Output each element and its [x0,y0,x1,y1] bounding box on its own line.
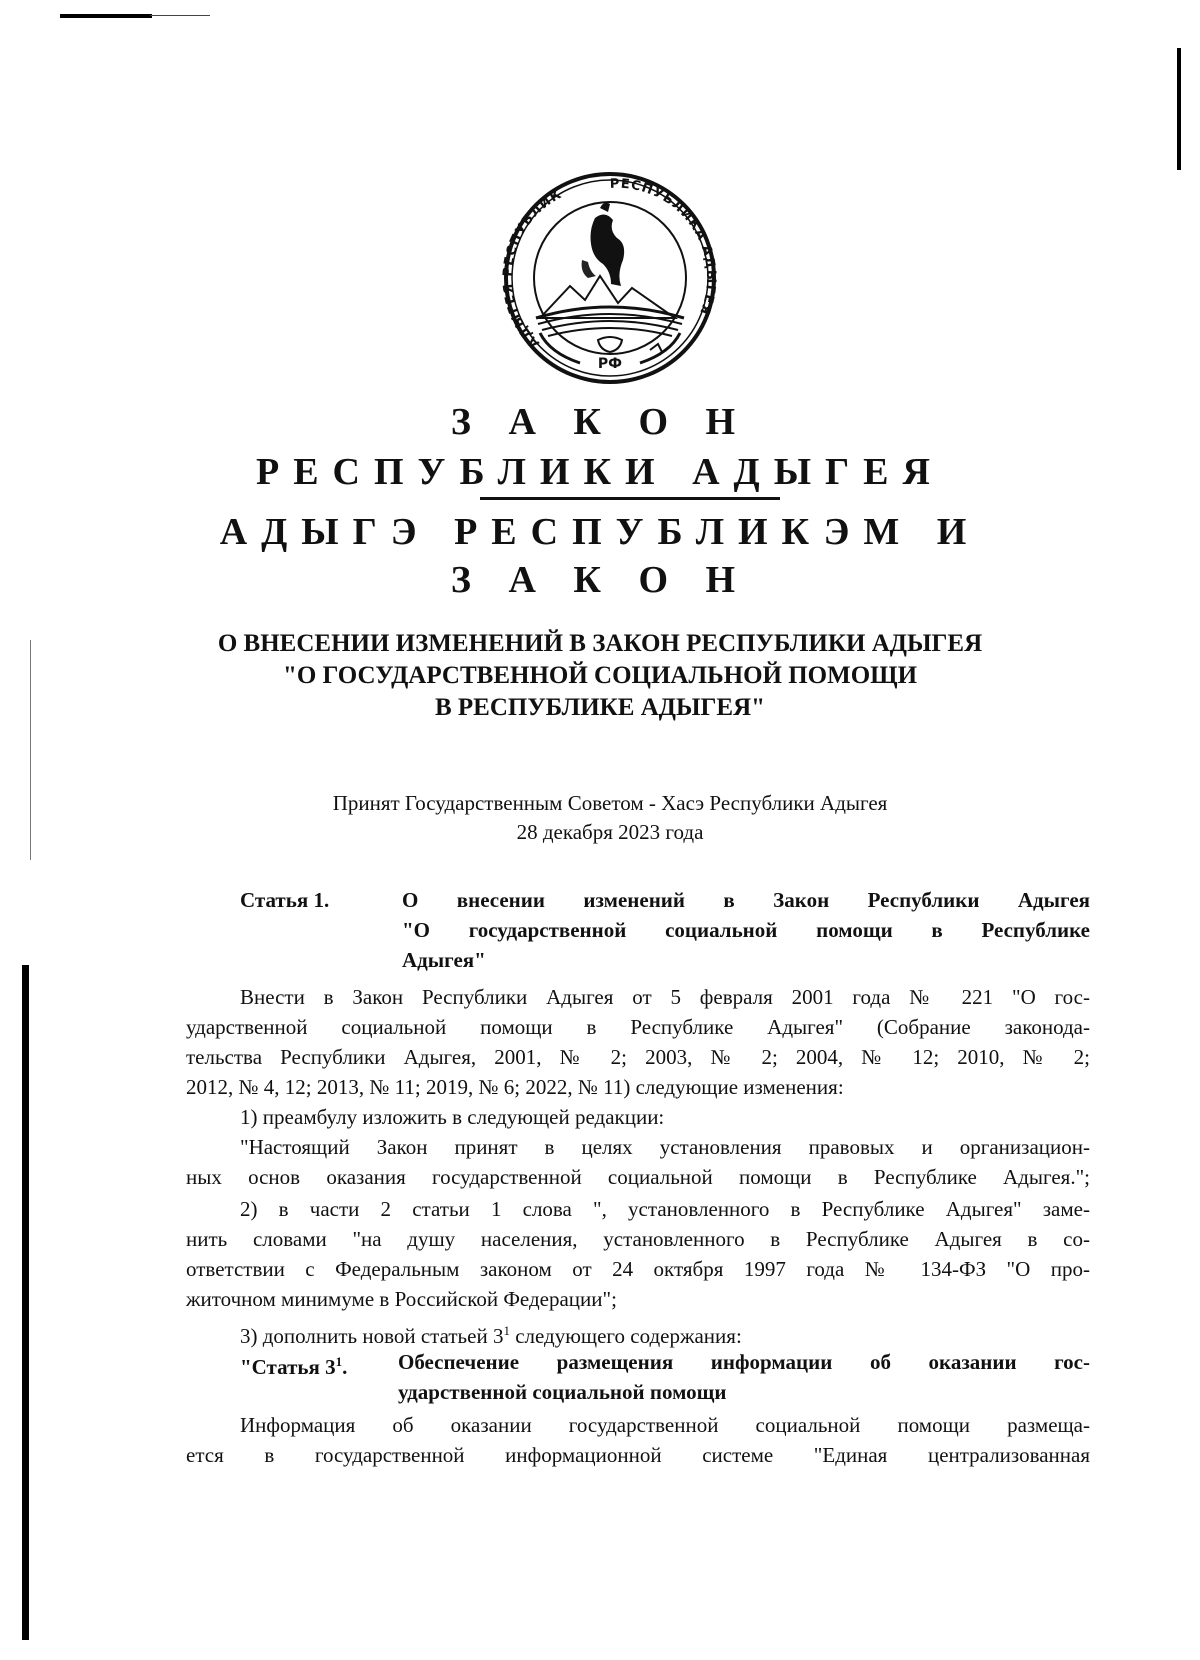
body-p5-superscript: 1 [503,1323,510,1338]
article-1-heading-line-2: "О государственной социальной помощи в Республике [402,918,1090,942]
article-1-heading-line-1: О внесении изменений в Закон Республики Адыгея [402,888,1090,912]
scan-mark-right [1177,48,1181,170]
article-3-1-label-text: "Статья 3 [240,1355,336,1379]
adopted-by: Принят Государственным Советом - Хасэ Республики Адыгея [332,791,888,815]
body-p1-line-4: 2012, № 4, 12; 2013, № 11; 2019, № 6; 2022, № 11) следующие изменения: [186,1075,844,1099]
law-subject-line-2: "О ГОСУДАРСТВЕННОЙ СОЦИАЛЬНОЙ ПОМОЩИ [282,662,918,689]
body-p1-line-1: Внести в Закон Республики Адыгея от 5 февраля 2001 года № 221 "О гос- [240,985,1090,1009]
body-p2: 1) преамбулу изложить в следующей редакции: [240,1105,665,1129]
coat-of-arms-emblem [500,168,720,388]
article-3-1-label [240,1347,347,1382]
body-p4-line-4: житочном минимуме в Российской Федерации"; [186,1287,617,1311]
body-p4-line-3: ответствии с Федеральным законом от 24 октября 1997 года № 134-ФЗ "О про- [186,1257,1090,1281]
article-3-1-text-line-1: Информация об оказании государственной социальной помощи размеща- [240,1413,1090,1437]
scan-mark-left [22,965,29,1640]
law-title-word-1: З А К О Н [450,401,750,443]
article-3-1-heading-line-2: ударственной социальной помощи [398,1380,727,1404]
law-title-republic-ru: РЕСПУБЛИКИ АДЫГЕЯ [256,451,944,493]
body-p1-line-3: тельства Республики Адыгея, 2001, № 2; 2003, № 2; 2004, № 12; 2010, № 2; [186,1045,1090,1069]
adopted-date: 28 декабря 2023 года [516,820,704,844]
body-p5 [240,1316,1090,1351]
law-title-republic-ady: АДЫГЭ РЕСПУБЛИКЭМ И [219,511,981,553]
article-3-1-heading-line-1: Обеспечение размещения информации об оказании гос- [398,1350,1090,1374]
article-1-label: Статья 1. [240,888,330,912]
title-divider [480,497,780,500]
svg-text:РЕСПУБЛИКА АДЫГЕЯ [610,177,718,318]
body-p1-line-2: ударственной социальной помощи в Республике Адыгея" (Собрание законода- [186,1015,1090,1039]
body-p5-text: 3) дополнить новой статьей 3 [240,1324,504,1348]
article-1-heading-line-3: Адыгея" [402,948,486,972]
body-p4-line-1: 2) в части 2 статьи 1 слова ", установленного в Республике Адыгея" заме- [240,1197,1090,1221]
body-p5-text-end: следующего содержания: [509,1324,742,1348]
body-p4-line-2: нить словами "на душу населения, установленного в Республике Адыгея в со- [186,1227,1090,1251]
emblem-ring-text-left: АДЫГЕЯ РЕСПУБЛИК [500,186,565,351]
article-3-1-text-line-2: ется в государственной информационной системе "Единая централизованная [186,1443,1090,1467]
emblem-ring-text-right: РЕСПУБЛИКА АДЫГЕЯ [609,176,719,318]
body-p3-line-1: "Настоящий Закон принят в целях установления правовых и организацион- [240,1135,1090,1159]
law-subject-line-3: В РЕСПУБЛИКЕ АДЫГЕЯ" [434,694,766,721]
article-3-1-superscript: 1 [335,1354,343,1369]
body-p3-line-2: ных основ оказания государственной социальной помощи в Республике Адыгея."; [186,1165,1090,1189]
scan-mark-top [60,14,152,18]
article-3-1-label-dot: . [342,1355,348,1379]
scan-mark-top-thin [150,15,210,16]
law-subject-line-1: О ВНЕСЕНИИ ИЗМЕНЕНИЙ В ЗАКОН РЕСПУБЛИКИ АДЫГЕЯ [217,630,983,657]
law-title-word-2: З А К О Н [450,559,750,601]
emblem-bottom-letters: РФ [597,356,623,372]
